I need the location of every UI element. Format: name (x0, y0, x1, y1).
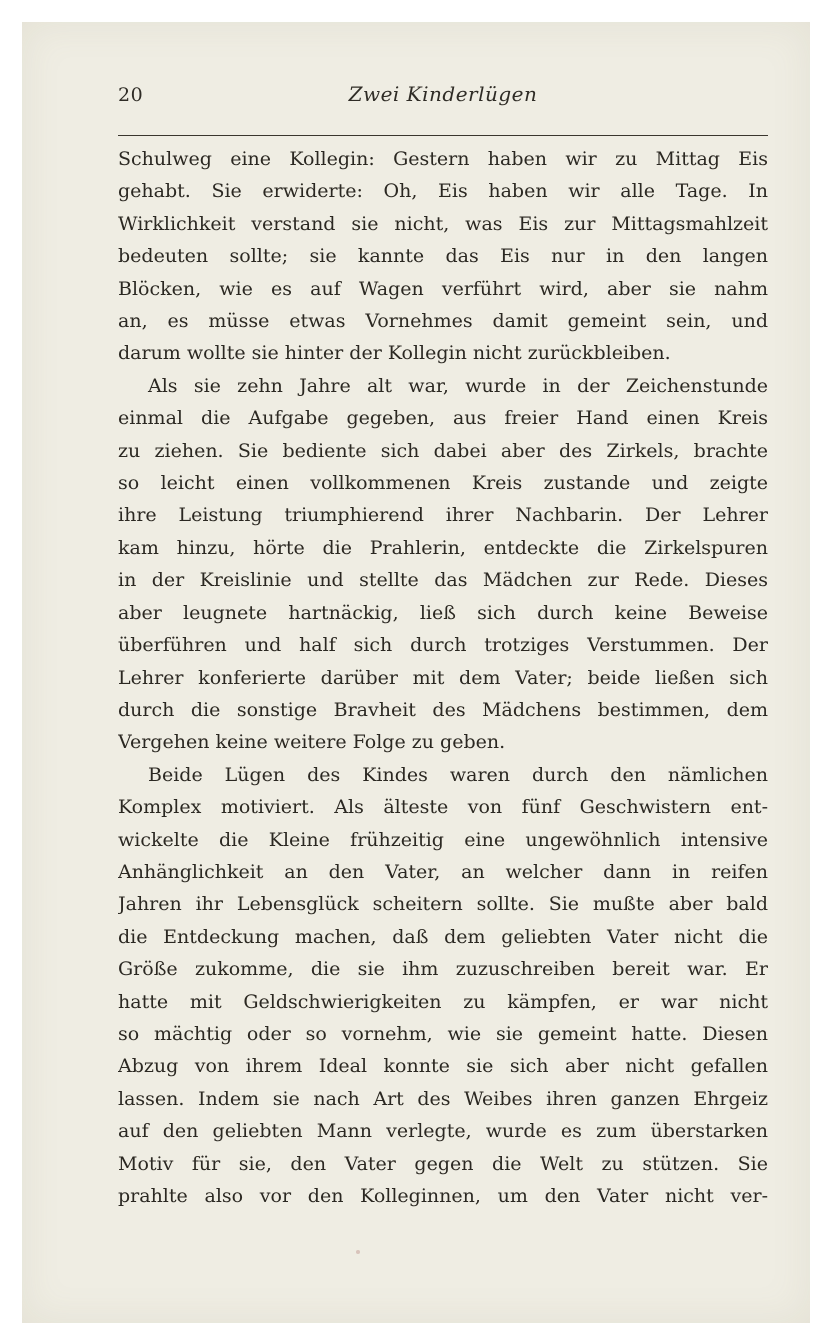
text-line: wickelte die Kleine frühzeitig eine ungewöhnlich intensive (118, 828, 768, 851)
text-line: so mächtig oder so vornehm, wie sie gemeint hatte. Diesen (118, 1022, 768, 1045)
text-line: Vergehen keine weitere Folge zu geben. (118, 731, 506, 754)
paragraph (118, 143, 768, 370)
paper-speck (356, 1250, 360, 1254)
running-title: Zwei Kinderlügen (348, 82, 538, 106)
text-line: Jahren ihr Lebensglück scheitern sollte. Sie mußte aber bald (118, 893, 768, 916)
text-line: Wirklichkeit verstand sie nicht, was Eis zur Mittagsmahlzeit (118, 212, 768, 235)
text-line: darum wollte sie hinter der Kollegin nicht zurückbleiben. (118, 342, 671, 365)
text-line: Abzug von ihrem Ideal konnte sie sich aber nicht gefallen (118, 1055, 768, 1078)
text-line: durch die sonstige Bravheit des Mädchens bestimmen, dem (118, 698, 768, 721)
text-line: einmal die Aufgabe gegeben, aus freier Hand einen Kreis (118, 407, 768, 430)
text-line: prahlte also vor den Kolleginnen, um den Vater nicht ver- (118, 1185, 768, 1207)
text-line: die Entdeckung machen, daß dem geliebten Vater nicht die (118, 925, 768, 948)
text-line: lassen. Indem sie nach Art des Weibes ihren ganzen Ehrgeiz (118, 1087, 768, 1110)
text-line: kam hinzu, hörte die Prahlerin, entdeckte die Zirkelspuren (118, 536, 768, 559)
text-line: in der Kreislinie und stellte das Mädchen zur Rede. Dieses (118, 569, 768, 592)
text-line: Blöcken, wie es auf Wagen verführt wird, aber sie nahm (118, 277, 768, 300)
header-rule (118, 135, 768, 136)
text-line: zu ziehen. Sie bediente sich dabei aber des Zirkels, brachte (118, 439, 768, 462)
text-line: Komplex motiviert. Als älteste von fünf Geschwistern ent- (118, 796, 768, 819)
text-line: aber leugnete hartnäckig, ließ sich durch keine Beweise (118, 601, 768, 624)
text-line: Anhänglichkeit an den Vater, an welcher dann in reifen (118, 860, 768, 883)
page-header (118, 80, 768, 112)
text-line: Schulweg eine Kollegin: Gestern haben wir zu Mittag Eis (118, 148, 768, 170)
paragraph (118, 370, 768, 759)
text-line: gehabt. Sie erwiderte: Oh, Eis haben wir alle Tage. In (118, 180, 768, 203)
body-text (118, 143, 768, 1212)
text-line: Größe zukomme, die sie ihm zuzuschreiben bereit war. Er (118, 958, 768, 981)
text-line: überführen und half sich durch trotziges Verstummen. Der (118, 634, 768, 657)
paragraph (118, 759, 768, 1213)
text-line: ihre Leistung triumphierend ihrer Nachbarin. Der Lehrer (118, 504, 768, 527)
text-line: an, es müsse etwas Vornehmes damit gemeint sein, und (118, 310, 768, 333)
text-line: hatte mit Geldschwierigkeiten zu kämpfen, er war nicht (118, 990, 768, 1013)
text-line: Als sie zehn Jahre alt war, wurde in der Zeichenstunde (148, 374, 768, 397)
text-line: so leicht einen vollkommenen Kreis zustande und zeigte (118, 472, 768, 495)
text-line: auf den geliebten Mann verlegte, wurde es zum überstarken (118, 1120, 768, 1143)
text-line: Beide Lügen des Kindes waren durch den nämlichen (148, 763, 768, 786)
text-line: Motiv für sie, den Vater gegen die Welt zu stützen. Sie (118, 1152, 768, 1175)
text-line: Lehrer konferierte darüber mit dem Vater; beide ließen sich (118, 666, 768, 689)
page-number: 20 (118, 84, 144, 106)
text-line: bedeuten sollte; sie kannte das Eis nur in den langen (118, 245, 768, 268)
